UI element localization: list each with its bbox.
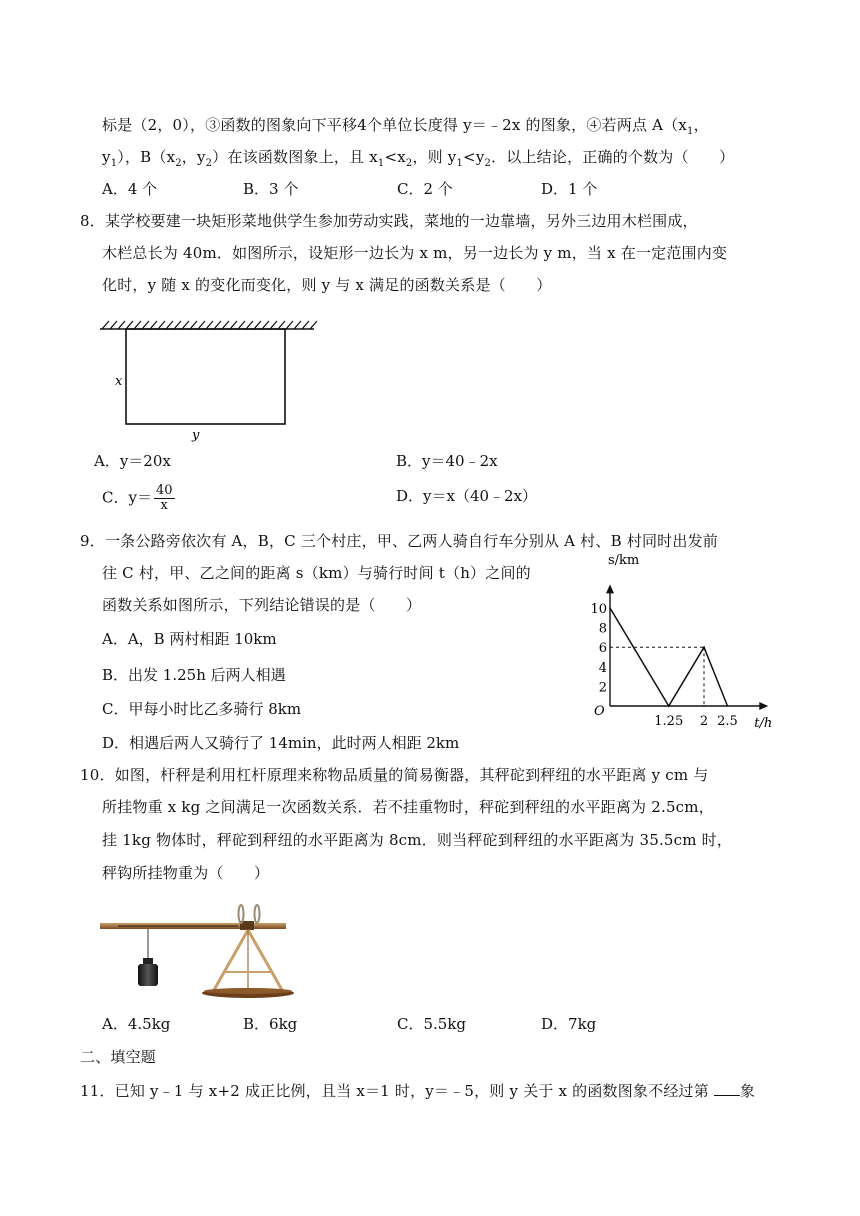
- q10-line-1: 10．如图，杆秤是利用杠杆原理来称物品质量的简易衡器，其秤砣到秤纽的水平距离 y cm 与: [80, 766, 709, 784]
- y-axis-arrow-icon: [606, 584, 614, 593]
- q7-line-2: $y_1$），$B(x_2$，$y_2$）在该函数图象上，且 $x_1<x_2$，则 $y_1<y_2$．以上结论，正确的个数为（ ）: [102, 148, 735, 169]
- pan-tripod-icon: [214, 930, 282, 990]
- q7-option-a: A．4 个: [102, 180, 158, 198]
- data-point: [703, 646, 705, 648]
- q10-option-d: D．7kg: [541, 1015, 597, 1033]
- steelyard-scale-figure: [98, 900, 298, 1002]
- q9-line-1: 9．一条公路旁依次有 A，B，C 三个村庄，甲、乙两人骑自行车分别从 A 村、B 村同时出发前: [80, 532, 718, 550]
- garden-rectangle-figure: [96, 314, 326, 444]
- fraction-40-over-x: $\frac{40}{x}$: [155, 483, 173, 513]
- x-axis-label: t/h: [754, 716, 773, 730]
- q10-option-c: C．5.5kg: [397, 1015, 467, 1033]
- q9-option-d: D．相遇后两人又骑行了 14min，此时两人相距 2km: [102, 734, 460, 752]
- q10-option-b: B．6kg: [243, 1015, 298, 1033]
- q8-line-3: 化时，y 随 x 的变化而变化，则 y 与 x 满足的函数关系是（ ）: [102, 276, 552, 294]
- weighing-tray-icon: [202, 988, 294, 998]
- origin-label: O: [594, 704, 605, 719]
- garden-rectangle: [126, 329, 285, 424]
- x-axis-arrow-icon: [759, 702, 768, 710]
- q11-line-1: 11．已知 y﹣1 与 x+2 成正比例，且当 x＝1 时，y＝﹣5，则 y 关于 x 的函数图象不经过第 象: [80, 1082, 756, 1100]
- q9-option-a: A．A，B 两村相距 10km: [102, 630, 277, 648]
- q8-option-a: A．y＝20x: [94, 452, 171, 470]
- q8-line-2: 木栏总长为 40m．如图所示，设矩形一边长为 x m，另一边长为 y m，当 x 在一定范围内变: [102, 244, 728, 262]
- data-point: [668, 705, 670, 707]
- q7-line-1: 标是（2，0），③函数的图象向下平移4个单位长度得 y＝﹣2x 的图象，④若两点 $A(x_1$，: [102, 116, 709, 137]
- q10-option-a: A．4.5kg: [102, 1015, 171, 1033]
- q7-option-b: B．3 个: [243, 180, 299, 198]
- distance-time-chart: [575, 550, 775, 730]
- y-tick-label: 8: [598, 621, 607, 637]
- y-tick-label: 2: [598, 680, 607, 696]
- y-tick-label: 10: [590, 602, 607, 617]
- q9-line-2: 往 C 村，甲、乙之间的距离 s（km）与骑行时间 t（h）之间的: [102, 564, 531, 582]
- distance-series-line: [610, 608, 728, 706]
- label-x: x: [115, 374, 123, 389]
- counterweight-icon: [138, 929, 158, 986]
- q9-option-b: B．出发 1.25h 后两人相遇: [102, 666, 286, 684]
- q8-option-d: D．y＝x（40﹣2x）: [396, 487, 538, 505]
- data-point: [609, 607, 611, 609]
- answer-blank: [714, 1081, 740, 1096]
- x-tick-label: 2: [699, 714, 709, 729]
- x-tick-label: 2.5: [717, 714, 738, 729]
- hanging-loops-icon: [239, 905, 260, 923]
- section-heading-fill-in: 二、填空题: [80, 1048, 157, 1066]
- label-y: y: [192, 428, 200, 443]
- q8-line-1: 8．某学校要建一块矩形菜地供学生参加劳动实践，菜地的一边靠墙，另外三边用木栏围成，: [80, 212, 698, 230]
- data-point: [727, 705, 729, 707]
- q7-option-c: C．2 个: [397, 180, 453, 198]
- y-axis-label: s/km: [608, 553, 640, 568]
- q8-option-c: C．y＝ $\frac{40}{x}$: [102, 483, 173, 513]
- q8-option-b: B．y＝40﹣2x: [396, 452, 498, 470]
- wall-hatching: [100, 321, 317, 329]
- q9-option-c: C．甲每小时比乙多骑行 8km: [102, 700, 302, 718]
- q10-line-3: 挂 1kg 物体时，秤砣到秤纽的水平距离为 8cm．则当秤砣到秤纽的水平距离为 35.5cm 时，: [102, 831, 733, 849]
- y-tick-label: 6: [598, 641, 607, 657]
- q10-line-2: 所挂物重 x kg 之间满足一次函数关系．若不挂重物时，秤砣到秤纽的水平距离为 2.5cm，: [102, 798, 714, 816]
- q10-line-4: 秤钩所挂物重为（ ）: [102, 864, 270, 882]
- q9-line-3: 函数关系如图所示，下列结论错误的是（ ）: [102, 596, 422, 614]
- y-tick-label: 4: [598, 660, 607, 676]
- x-tick-label: 1.25: [654, 714, 684, 729]
- q7-option-d: D．1 个: [541, 180, 598, 198]
